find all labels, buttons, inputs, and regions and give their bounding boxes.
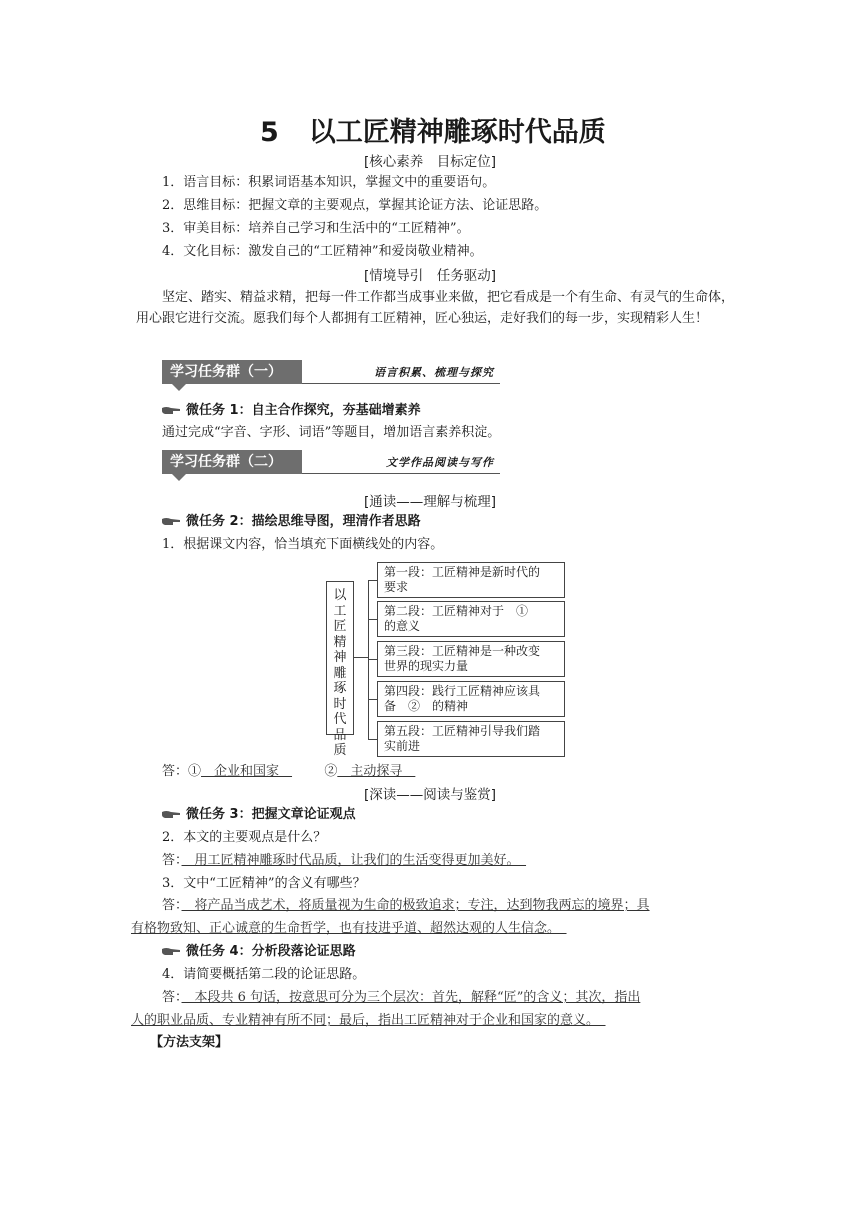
micro-task-4-label: 微任务 4：分析段落论证思路: [186, 944, 356, 959]
micro-task-1-desc: 通过完成“字音、字形、词语”等题目，增加语言素养积淀。: [162, 425, 501, 440]
task-group-banner-2: [162, 450, 500, 484]
task-group-subtitle: 文学作品阅读与写作: [386, 456, 494, 469]
mindmap-center-char: 琢: [333, 681, 347, 696]
answer-1: [162, 762, 415, 782]
mindmap-box-line: 要求: [384, 580, 409, 594]
goal-item: 3．审美目标：培养自己学习和生活中的“工匠精神”。: [162, 221, 470, 236]
mindmap-box-line: 世界的现实力量: [384, 659, 469, 673]
answer-text: 人的职业品质、专业精神有所不同；最后，指出工匠精神对于企业和国家的意义。: [131, 1013, 606, 1028]
task-group-subtitle: 语言积累、梳理与探究: [374, 366, 494, 379]
mindmap-connector: [368, 580, 369, 740]
mindmap-center-char: 以: [333, 588, 347, 603]
answer-text: 用工匠精神雕琢时代品质，让我们的生活变得更加美好。: [181, 853, 527, 868]
mindmap-box-line: 实前进: [384, 739, 421, 753]
mindmap-center-char: 匠: [333, 619, 347, 634]
pointing-hand-icon: [162, 810, 180, 819]
question-1: 1．根据课文内容，恰当填充下面横线处的内容。: [162, 537, 444, 552]
intro-paragraph: 坚定、踏实、精益求精，把每一件工作都当成事业来做，把它看成是一个有生命、有灵气的生命体，用心跟它进行交流。愿我们每个人都拥有工匠精神，匠心独运，走好我们的每一步，实现精彩人生！: [136, 290, 735, 326]
mindmap-center-char: 代: [333, 712, 347, 727]
banner-pointer: [172, 474, 186, 481]
section-header-skim: [通读——理解与梳理]: [363, 494, 497, 510]
answer-prefix: 答：: [162, 990, 182, 1005]
section-header-deep: [深读——阅读与鉴赏]: [363, 787, 497, 803]
answer-text: 有格物致知、正心诚意的生命哲学，也有技进乎道、超然达观的人生信念。: [131, 921, 567, 936]
answer-4-line-2: [131, 1011, 606, 1031]
lesson-number: 5: [260, 117, 279, 148]
banner-rule: [302, 383, 500, 384]
mindmap-center-char: 雕: [333, 665, 347, 681]
mindmap-center-char: 神: [333, 650, 347, 665]
lesson-title: 以工匠精神雕琢时代品质: [308, 117, 606, 148]
goal-item: 1．语言目标：积累词语基本知识，掌握文中的重要语句。: [162, 175, 496, 190]
goal-item: 2．思维目标：把握文章的主要观点，掌握其论证方法、论证思路。: [162, 198, 548, 213]
question-3: 3．文中“工匠精神”的含义有哪些？: [162, 876, 366, 891]
answer-text: 本段共 6 句话，按意思可分为三个层次：首先，解释“匠”的含义；其次，指出: [181, 990, 641, 1005]
answer-3-line-1: [162, 896, 650, 916]
mindmap-box-line: 第五段：工匠精神引导我们踏: [384, 724, 541, 738]
question-2: 2．本文的主要观点是什么？: [162, 830, 327, 845]
section-header-core: [核心素养 目标定位]: [363, 154, 497, 170]
mindmap-box-line: 第二段：工匠精神对于 ①: [384, 604, 541, 618]
pointing-hand-icon: [162, 947, 180, 956]
mindmap-center-char: 工: [333, 603, 347, 619]
goal-item: 4．文化目标：激发自己的“工匠精神”和爱岗敬业精神。: [162, 244, 483, 259]
answer-4-line-1: [162, 988, 640, 1008]
micro-task-2-title: [162, 512, 421, 532]
mindmap-center-char: 时: [333, 696, 347, 712]
micro-task-1-title: [162, 401, 421, 421]
mindmap-connector: [368, 580, 377, 581]
answer-prefix: 答：①: [162, 764, 202, 779]
answer-text: 将产品当成艺术，将质量视为生命的极致追求；专注，达到物我两忘的境界；具: [181, 898, 650, 913]
task-group-banner-1: [162, 360, 500, 394]
micro-task-4-title: [162, 942, 356, 962]
mindmap-connector: [368, 739, 377, 740]
mindmap-center-char: 精: [333, 634, 347, 650]
banner-rule: [302, 473, 500, 474]
answer-prefix: 答：: [162, 898, 182, 913]
mindmap-box-line: 第一段：工匠精神是新时代的: [384, 565, 541, 579]
mindmap-box-3: [377, 641, 565, 677]
pointing-hand-icon: [162, 517, 180, 526]
mindmap-box-2: [377, 601, 565, 637]
page-title: [260, 110, 606, 149]
answer-blank-2: 主动探寻: [337, 764, 416, 779]
banner-pointer: [172, 384, 186, 391]
mindmap-box-line: 第四段：践行工匠精神应该具: [384, 684, 541, 698]
section-header-context: [情境导引 任务驱动]: [363, 268, 497, 284]
mindmap-box-line: 第三段：工匠精神是一种改变: [384, 644, 541, 658]
task-group-label: 学习任务群（二）: [162, 450, 302, 474]
mindmap-center-char: 品: [333, 727, 347, 743]
mindmap-box-4: [377, 681, 565, 717]
pointing-hand-icon: [162, 406, 180, 415]
method-scaffold-heading: 【方法支架】: [150, 1035, 229, 1050]
question-4: 4．请简要概括第二段的论证思路。: [162, 967, 366, 982]
micro-task-1-label: 微任务 1：自主合作探究，夯基础增素养: [186, 403, 421, 418]
mindmap-center-char: 质: [333, 743, 347, 758]
answer-prefix: 答：: [162, 853, 182, 868]
micro-task-3-label: 微任务 3：把握文章论证观点: [186, 807, 356, 822]
micro-task-3-title: [162, 805, 356, 825]
mindmap-center: [326, 581, 354, 758]
task-group-label: 学习任务群（一）: [162, 360, 302, 384]
mindmap-connector: [368, 699, 377, 700]
answer-3-line-2: [131, 919, 567, 939]
micro-task-2-label: 微任务 2：描绘思维导图，理清作者思路: [186, 514, 421, 529]
answer-blank-1: 企业和国家: [201, 764, 293, 779]
mindmap-connector: [354, 657, 368, 658]
mindmap-box-5: [377, 721, 565, 757]
mindmap-box-line: 的意义: [384, 619, 421, 633]
mindmap-box-1: [377, 562, 565, 598]
mindmap-connector: [368, 659, 377, 660]
answer-2: [162, 851, 526, 871]
mindmap-connector: [368, 619, 377, 620]
answer-marker-2: ②: [324, 764, 338, 779]
mindmap-box-line: 备 ② 的精神: [384, 699, 469, 713]
